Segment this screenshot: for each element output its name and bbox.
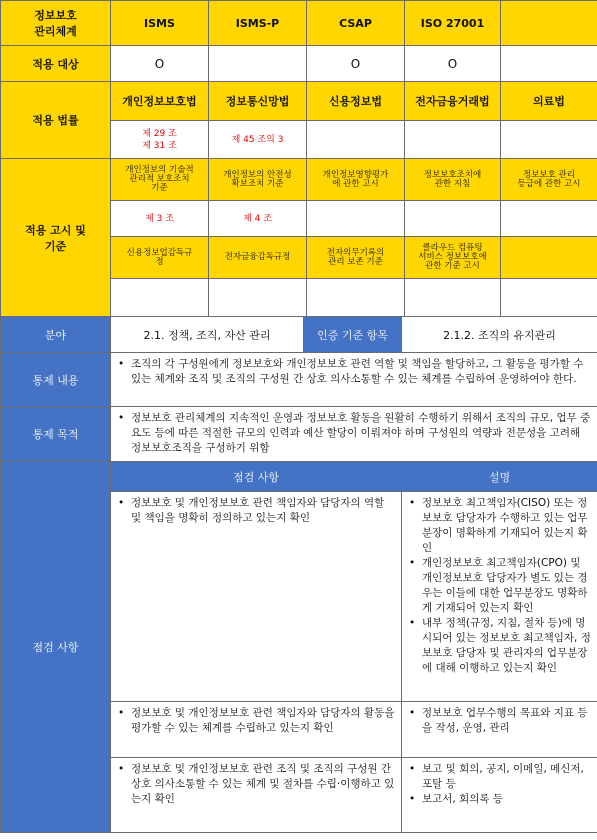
law-name: 전자금융거래법	[405, 82, 501, 121]
field-label: 분야	[1, 317, 111, 353]
col-header-csap: CSAP	[307, 1, 405, 46]
purpose-label: 통제 목적	[1, 407, 111, 462]
law-article	[405, 121, 501, 159]
col-header-iso27001: ISO 27001	[405, 1, 501, 46]
target-mark: O	[405, 46, 501, 82]
check-item	[111, 702, 402, 758]
desc-item	[402, 758, 597, 833]
notice-name: 클라우드 컴퓨팅 서비스 정보보호에 관한 기준 고시	[405, 237, 501, 279]
notice-article: 제 4 조	[209, 201, 307, 237]
col-header-isms-p: ISMS-P	[209, 1, 307, 46]
cert-label: 인증 기준 항목	[304, 317, 402, 353]
target-label: 적용 대상	[1, 46, 111, 82]
law-article: 제 45 조의 3	[209, 121, 307, 159]
target-mark	[209, 46, 307, 82]
control-text: • 조직의 각 구성원에게 정보보호와 개인정보보호 관련 역할 및 책임을 할당하고, 그 활동을 평가할 수 있는 체계와 조직 및 조직의 구성원 간 상호 의사소통할 수 있는 체계를 수립하여 운영하여야 한다.	[131, 357, 591, 387]
empty-cell	[111, 279, 209, 317]
law-name: 의료법	[501, 82, 597, 121]
desc-bullet: • 정보보호 업무수행의 목표와 지표 등을 작성, 운영, 관리	[422, 706, 591, 736]
notice-article	[307, 201, 405, 237]
check-item	[111, 492, 402, 702]
law-article	[501, 121, 597, 159]
notice-article: 제 3 조	[111, 201, 209, 237]
check-col-header: 점검 사항	[111, 462, 402, 492]
empty-cell	[307, 279, 405, 317]
desc-bullet: • 개인정보보호 최고책임자(CPO) 및 개인정보보호 담당자가 별도 있는 경우는 이들에 대한 업무분장도 명확하게 기재되어 있는지 확인	[422, 556, 591, 616]
purpose-content	[111, 407, 597, 462]
target-mark: O	[307, 46, 405, 82]
law-article: 제 29 조 제 31 조	[111, 121, 209, 159]
check-text: • 정보보호 및 개인정보보호 관련 조직 및 조직의 구성원 간 상호 의사소통할 수 있는 체계 및 절차를 수립·이행하고 있는지 확인	[131, 762, 395, 807]
target-mark	[501, 46, 597, 82]
desc-item	[402, 702, 597, 758]
notice-name: 전자의무기록의 관리 보존 기준	[307, 237, 405, 279]
notice-name: 정보보호 관리 등급에 관한 고시	[501, 159, 597, 201]
notice-article	[405, 201, 501, 237]
purpose-text: • 정보보호 관리체계의 지속적인 운영과 정보보호 활동을 원활히 수행하기 위해서 조직의 규모, 업무 중요도 등에 따른 적절한 규모의 인력과 예산 할당이 이뤄져야 하며 구성원의 역량과 전문성을 고려해 정보보호조직을 구성하기 위함	[131, 411, 591, 456]
empty-cell	[501, 279, 597, 317]
desc-col-header: 설명	[402, 462, 597, 492]
empty-cell	[405, 279, 501, 317]
notice-article	[501, 201, 597, 237]
check-text: • 정보보호 및 개인정보보호 관련 책임자와 담당자의 활동을 평가할 수 있는 체계를 수립하고 있는지 확인	[131, 706, 395, 736]
empty-cell	[209, 279, 307, 317]
control-content	[111, 353, 597, 407]
check-text: • 정보보호 및 개인정보보호 관련 책임자와 담당자의 역할 및 책임을 명확히 정의하고 있는지 확인	[131, 496, 395, 526]
check-item	[111, 758, 402, 833]
control-label: 통제 내용	[1, 353, 111, 407]
notice-name	[501, 237, 597, 279]
notice-label: 적용 고시 및 기준	[1, 159, 111, 317]
law-name: 정보통신망법	[209, 82, 307, 121]
cert-value: 2.1.2. 조직의 유지관리	[402, 317, 597, 353]
field-value: 2.1. 정책, 조직, 자산 관리	[111, 317, 304, 353]
desc-bullet: • 정보보호 최고책임자(CISO) 또는 정보보호 담당자가 수행하고 있는 업무분장이 명확하게 기재되어 있는지 확인	[422, 496, 591, 556]
notice-name: 신용정보업감독규 정	[111, 237, 209, 279]
col-header-empty	[501, 1, 597, 46]
notice-name: 개인정보의 기술적 관리적 보호조치 기준	[111, 159, 209, 201]
col-header-isms: ISMS	[111, 1, 209, 46]
notice-name: 개인정보의 안전성 확보조치 기준	[209, 159, 307, 201]
corner-label: 정보보호 관리체계	[1, 1, 111, 46]
notice-name: 전자금융감독규정	[209, 237, 307, 279]
framework-table	[0, 0, 597, 317]
law-label: 적용 법률	[1, 82, 111, 159]
law-name: 개인정보보호법	[111, 82, 209, 121]
law-name: 신용정보법	[307, 82, 405, 121]
desc-bullet: • 보고 및 회의, 공지, 이메일, 메신저, 포탈 등	[422, 762, 591, 792]
control-table	[0, 316, 597, 833]
check-label: 점검 사항	[1, 462, 111, 833]
desc-item	[402, 492, 597, 702]
law-article	[307, 121, 405, 159]
target-mark: O	[111, 46, 209, 82]
notice-name: 개인정보영향평가 에 관한 고시	[307, 159, 405, 201]
notice-name: 정보보호조치에 관한 지침	[405, 159, 501, 201]
desc-bullet: • 내부 정책(규정, 지침, 절차 등)에 명시되어 있는 정보보호 최고책임자, 정보보호 담당자 및 관리자의 업무분장에 대해 이행하고 있는지 확인	[422, 616, 591, 676]
desc-bullet: • 보고서, 회의록 등	[422, 792, 591, 807]
